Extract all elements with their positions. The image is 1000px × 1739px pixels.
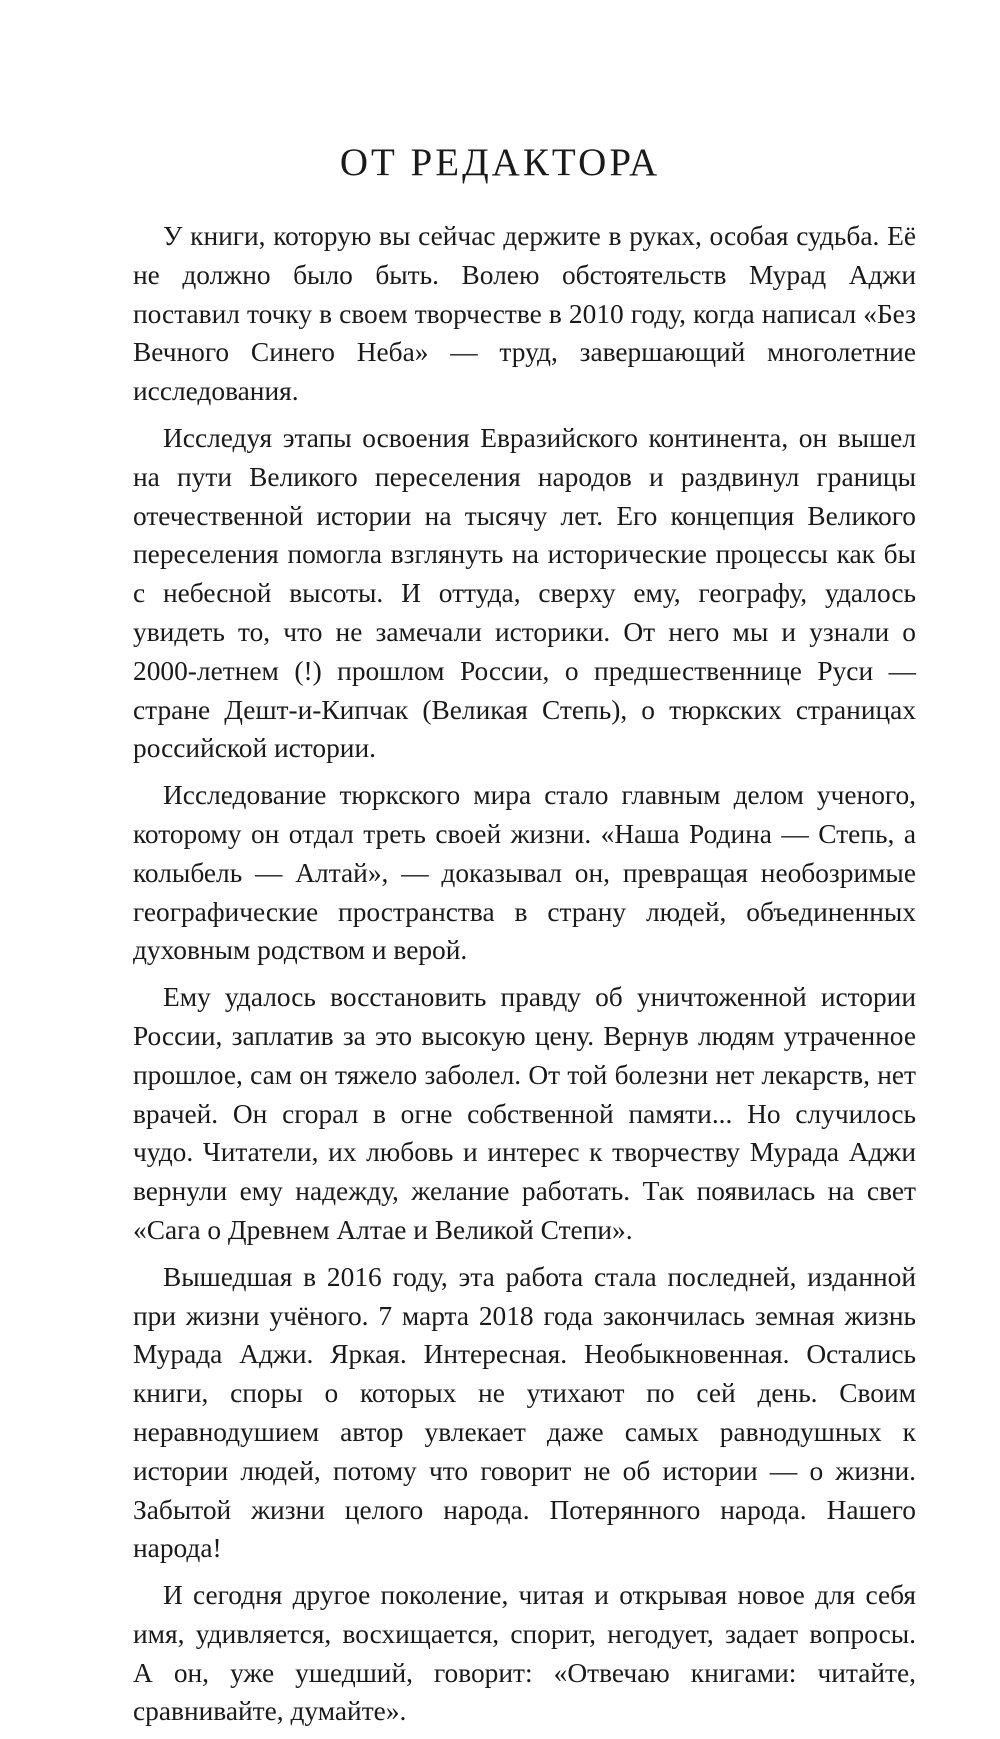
paragraph: Вышедшая в 2016 году, эта работа стала последней, изданной при жизни учёного. 7 марта 2018 года закончилась земная жизнь Мурада Аджи. Яркая. Интересная. Необыкновенная. Остались книги, споры о которых не утихают по сей день. Своим неравнодушием автор увлекает даже самых равнодушных к истории людей, потому что говорит не об истории — о жизни. Забытой жизни целого народа. Потерянного народа. Нашего народа! (133, 1261, 916, 1564)
paragraph: Исследуя этапы освоения Евразийского континента, он вышел на пути Великого переселения народов и раздвинул границы отечественной истории на тысячу лет. Его концепция Великого переселения помогла взглянуть на исторические процессы как бы с небесной высоты. И оттуда, сверху ему, географу, удалось увидеть то, что не замечали историки. От него мы и узнали о 2000-летнем (!) прошлом России, о предшественнице Руси — стране Дешт-и-Кипчак (Великая Степь), о тюркских страницах российской истории. (133, 422, 916, 764)
paragraph: Исследование тюркского мира стало главным делом ученого, которому он отдал треть своей жизни. «Наша Родина — Степь, а колыбель — Алтай», — доказывал он, превращая необозримые географические пространства в страну людей, объединенных духовным родством и верой. (133, 780, 916, 966)
body-text (133, 217, 916, 1739)
paragraph: Ему удалось восстановить правду об уничтоженной истории России, заплатив за это высокую цену. Вернув людям утраченное прошлое, сам он тяжело заболел. От той болезни нет лекарств, нет врачей. Он сгорал в огне собственной памяти... Но случилось чудо. Читатели, их любовь и интерес к творчеству Мурада Аджи вернули ему надежду, желание работать. Так появилась на свет «Сага о Древнем Алтае и Великой Степи». (133, 982, 916, 1245)
page-title: ОТ РЕДАКТОРА (339, 141, 661, 184)
paragraph: И сегодня другое поколение, читая и открывая новое для себя имя, удивляется, восхищается, спорит, негодует, задает вопросы. А он, уже ушедший, говорит: «Отвечаю книгами: читайте, сравнивайте, думайте». (133, 1580, 916, 1727)
paragraph: У книги, которую вы сейчас держите в руках, особая судьба. Её не должно было быть. Волею обстоятельств Мурад Аджи поставил точку в своем творчестве в 2010 году, когда написал «Без Вечного Синего Неба» — труд, завершающий многолетние исследования. (133, 221, 916, 407)
